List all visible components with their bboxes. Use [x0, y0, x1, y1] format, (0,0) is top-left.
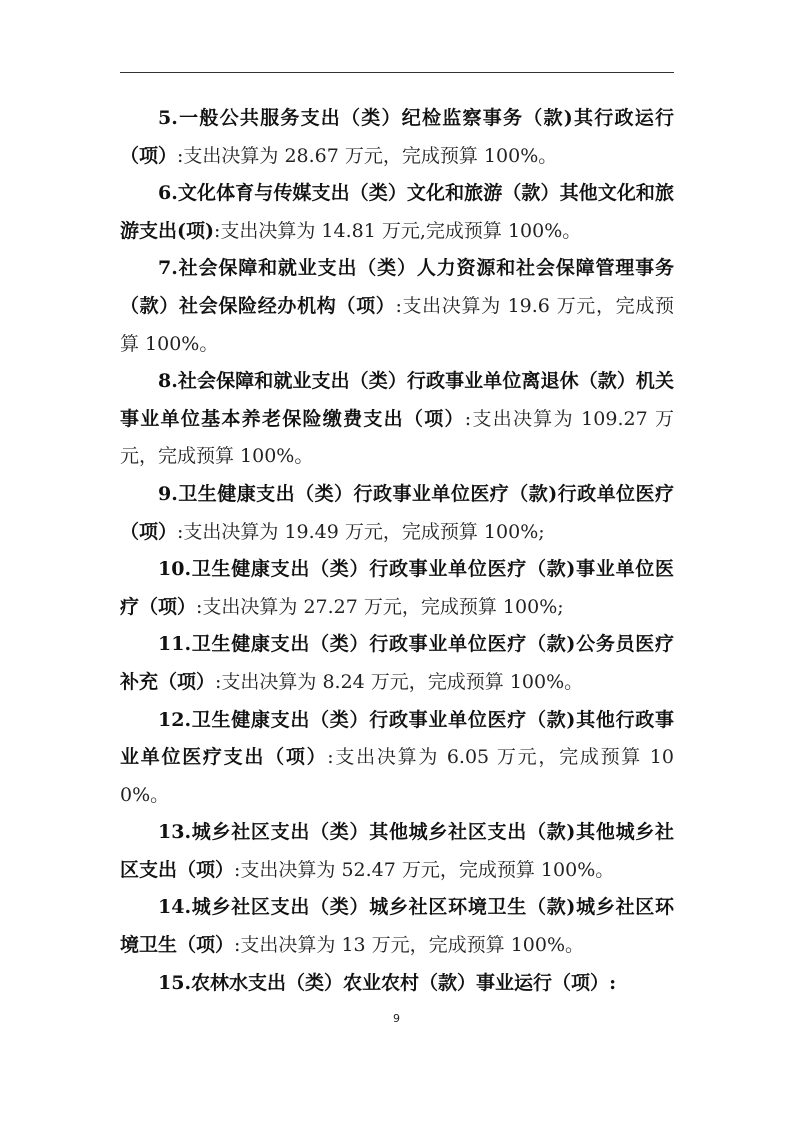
- item-detail: :支出决算为 52.47 万元，完成预算 100%。: [234, 858, 615, 881]
- paragraph-item-12: [120, 702, 674, 815]
- page-number: 9: [393, 1012, 400, 1025]
- paragraph-item-8: [120, 363, 674, 476]
- item-detail: :支出决算为 6.05 万元，完成预算 100%。: [120, 746, 674, 806]
- paragraph-item-5: [120, 100, 674, 175]
- item-detail: :支出决算为 14.81 万元,完成预算 100%。: [213, 219, 582, 242]
- item-detail: :: [609, 971, 617, 994]
- paragraph-item-7: [120, 250, 674, 363]
- header-rule: [120, 72, 674, 73]
- item-heading: 5.一般公共服务支出（类）纪检监察事务（款)其行政运行（项）: [120, 107, 674, 167]
- item-heading: 14.城乡社区支出（类）城乡社区环境卫生（款)城乡社区环境卫生（项）: [120, 896, 674, 957]
- paragraph-item-6: [120, 175, 674, 250]
- item-heading: 6.文化体育与传媒支出（类）文化和旅游（款）其他文化和旅游支出(项): [120, 182, 674, 242]
- paragraph-item-13: [120, 814, 674, 889]
- item-detail: :支出决算为 13 万元，完成预算 100%。: [234, 934, 585, 957]
- item-heading: 12.卫生健康支出（类）行政事业单位医疗（款)其他行政事业单位医疗支出（项）: [120, 708, 674, 769]
- item-detail: :支出决算为 19.49 万元，完成预算 100%;: [177, 520, 545, 543]
- document-body: [120, 100, 674, 1002]
- item-heading: 13.城乡社区支出（类）其他城乡社区支出（款)其他城乡社区支出（项）: [120, 821, 674, 881]
- item-heading: 9.卫生健康支出（类）行政事业单位医疗（款)行政单位医疗（项）: [120, 482, 674, 543]
- item-detail: :支出决算为 27.27 万元，完成预算 100%;: [196, 595, 564, 618]
- paragraph-item-10: [120, 551, 674, 626]
- paragraph-item-11: [120, 626, 674, 701]
- item-heading: 11.卫生健康支出（类）行政事业单位医疗（款)公务员医疗补充（项）: [120, 633, 674, 693]
- item-detail: :支出决算为 109.27 万元，完成预算 100%。: [120, 407, 674, 468]
- paragraph-item-9: [120, 476, 674, 551]
- paragraph-item-15: [120, 965, 674, 1003]
- item-detail: :支出决算为 28.67 万元，完成预算 100%。: [177, 144, 558, 167]
- item-heading: 7.社会保障和就业支出（类）人力资源和社会保障管理事务（款）社会保险经办机构（项）: [120, 257, 674, 317]
- item-heading: 10.卫生健康支出（类）行政事业单位医疗（款)事业单位医疗（项）: [120, 558, 674, 618]
- item-heading: 8.社会保障和就业支出（类）行政事业单位离退休（款）机关事业单位基本养老保险缴费支出（项）: [120, 370, 674, 430]
- paragraph-item-14: [120, 889, 674, 964]
- item-heading: 15.农林水支出（类）农业农村（款）事业运行（项）: [158, 971, 610, 994]
- item-detail: :支出决算为 19.6 万元，完成预算 100%。: [120, 294, 674, 355]
- item-detail: :支出决算为 8.24 万元，完成预算 100%。: [215, 670, 584, 693]
